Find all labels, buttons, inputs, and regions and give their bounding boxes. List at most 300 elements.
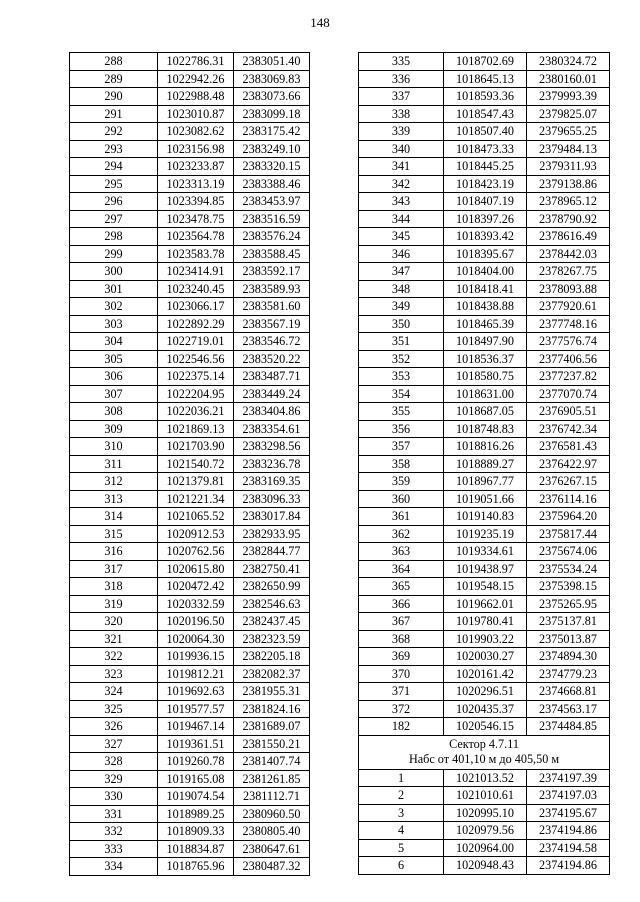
table-row <box>70 613 310 631</box>
y-coordinate: 2379993.39 <box>527 88 610 106</box>
y-coordinate: 2383320.15 <box>234 158 310 176</box>
x-coordinate: 1022546.56 <box>158 350 234 368</box>
table-row <box>359 245 610 263</box>
x-coordinate: 1019074.54 <box>158 788 234 806</box>
table-row <box>359 105 610 123</box>
y-coordinate: 2380160.01 <box>527 70 610 88</box>
point-number: 357 <box>359 438 444 456</box>
table-row <box>359 804 610 822</box>
point-number: 325 <box>70 700 158 718</box>
point-number: 343 <box>359 193 444 211</box>
x-coordinate: 1022892.29 <box>158 315 234 333</box>
point-number: 350 <box>359 315 444 333</box>
y-coordinate: 2383099.18 <box>234 105 310 123</box>
point-number: 315 <box>70 525 158 543</box>
table-row <box>70 333 310 351</box>
y-coordinate: 2383581.60 <box>234 298 310 316</box>
y-coordinate: 2374194.58 <box>527 839 610 857</box>
table-row <box>359 88 610 106</box>
table-row <box>70 630 310 648</box>
x-coordinate: 1020762.56 <box>158 543 234 561</box>
x-coordinate: 1019140.83 <box>444 508 527 526</box>
y-coordinate: 2382750.41 <box>234 560 310 578</box>
table-row <box>70 403 310 421</box>
x-coordinate: 1023240.45 <box>158 280 234 298</box>
table-row <box>70 840 310 858</box>
point-number: 297 <box>70 210 158 228</box>
x-coordinate: 1023010.87 <box>158 105 234 123</box>
table-row <box>70 438 310 456</box>
table-row <box>359 158 610 176</box>
coordinates-table-left <box>69 52 310 876</box>
table-row <box>359 787 610 805</box>
table-row <box>70 858 310 876</box>
point-number: 336 <box>359 70 444 88</box>
x-coordinate: 1020332.59 <box>158 595 234 613</box>
y-coordinate: 2383298.56 <box>234 438 310 456</box>
table-row <box>359 665 610 683</box>
point-number: 302 <box>70 298 158 316</box>
x-coordinate: 1022719.01 <box>158 333 234 351</box>
y-coordinate: 2376267.15 <box>527 473 610 491</box>
point-number: 317 <box>70 560 158 578</box>
point-number: 324 <box>70 683 158 701</box>
table-row <box>359 543 610 561</box>
point-number: 359 <box>359 473 444 491</box>
point-number: 335 <box>359 53 444 71</box>
table-row <box>70 683 310 701</box>
table-row <box>70 350 310 368</box>
table-row <box>359 508 610 526</box>
y-coordinate: 2378267.75 <box>527 263 610 281</box>
x-coordinate: 1023233.87 <box>158 158 234 176</box>
table-row <box>70 53 310 71</box>
y-coordinate: 2383169.35 <box>234 473 310 491</box>
y-coordinate: 2381261.85 <box>234 770 310 788</box>
table-row <box>70 735 310 753</box>
table-row <box>70 210 310 228</box>
point-number: 1 <box>359 769 444 787</box>
table-row <box>359 595 610 613</box>
table-row <box>70 823 310 841</box>
x-coordinate: 1018423.19 <box>444 175 527 193</box>
point-number: 319 <box>70 595 158 613</box>
y-coordinate: 2382437.45 <box>234 613 310 631</box>
table-row <box>70 105 310 123</box>
y-coordinate: 2376422.97 <box>527 455 610 473</box>
y-coordinate: 2378965.12 <box>527 193 610 211</box>
table-row <box>359 700 610 718</box>
x-coordinate: 1023066.17 <box>158 298 234 316</box>
table-row <box>70 753 310 771</box>
table-row <box>70 385 310 403</box>
y-coordinate: 2383404.86 <box>234 403 310 421</box>
table-row <box>359 263 610 281</box>
point-number: 346 <box>359 245 444 263</box>
point-number: 340 <box>359 140 444 158</box>
point-number: 326 <box>70 718 158 736</box>
y-coordinate: 2375817.44 <box>527 525 610 543</box>
x-coordinate: 1018748.83 <box>444 420 527 438</box>
y-coordinate: 2382650.99 <box>234 578 310 596</box>
x-coordinate: 1018765.96 <box>158 858 234 876</box>
y-coordinate: 2382323.59 <box>234 630 310 648</box>
point-number: 361 <box>359 508 444 526</box>
y-coordinate: 2383051.40 <box>234 53 310 71</box>
point-number: 306 <box>70 368 158 386</box>
x-coordinate: 1021221.34 <box>158 490 234 508</box>
table-row <box>70 228 310 246</box>
x-coordinate: 1018438.88 <box>444 298 527 316</box>
x-coordinate: 1019812.21 <box>158 665 234 683</box>
table-row <box>70 123 310 141</box>
x-coordinate: 1019548.15 <box>444 578 527 596</box>
table-row <box>359 438 610 456</box>
y-coordinate: 2380960.50 <box>234 805 310 823</box>
x-coordinate: 1018989.25 <box>158 805 234 823</box>
point-number: 308 <box>70 403 158 421</box>
table-row <box>70 88 310 106</box>
y-coordinate: 2378616.49 <box>527 228 610 246</box>
table-row <box>359 385 610 403</box>
point-number: 358 <box>359 455 444 473</box>
x-coordinate: 1018418.41 <box>444 280 527 298</box>
y-coordinate: 2375137.81 <box>527 613 610 631</box>
point-number: 328 <box>70 753 158 771</box>
y-coordinate: 2381112.71 <box>234 788 310 806</box>
y-coordinate: 2376581.43 <box>527 438 610 456</box>
x-coordinate: 1020546.15 <box>444 718 527 736</box>
y-coordinate: 2383588.45 <box>234 245 310 263</box>
point-number: 312 <box>70 473 158 491</box>
point-number: 294 <box>70 158 158 176</box>
point-number: 355 <box>359 403 444 421</box>
x-coordinate: 1020296.51 <box>444 683 527 701</box>
point-number: 329 <box>70 770 158 788</box>
point-number: 4 <box>359 822 444 840</box>
point-number: 351 <box>359 333 444 351</box>
y-coordinate: 2377576.74 <box>527 333 610 351</box>
point-number: 341 <box>359 158 444 176</box>
table-row <box>70 543 310 561</box>
table-row <box>70 70 310 88</box>
table-row <box>70 280 310 298</box>
table-row <box>70 473 310 491</box>
x-coordinate: 1018816.26 <box>444 438 527 456</box>
x-coordinate: 1019260.78 <box>158 753 234 771</box>
x-coordinate: 1019780.41 <box>444 613 527 631</box>
y-coordinate: 2383520.22 <box>234 350 310 368</box>
point-number: 314 <box>70 508 158 526</box>
table-row <box>70 158 310 176</box>
x-coordinate: 1022375.14 <box>158 368 234 386</box>
point-number: 371 <box>359 683 444 701</box>
x-coordinate: 1018702.69 <box>444 53 527 71</box>
point-number: 307 <box>70 385 158 403</box>
table-row <box>359 228 610 246</box>
x-coordinate: 1023394.85 <box>158 193 234 211</box>
x-coordinate: 1019235.19 <box>444 525 527 543</box>
table-row <box>70 595 310 613</box>
point-number: 363 <box>359 543 444 561</box>
y-coordinate: 2374197.03 <box>527 787 610 805</box>
x-coordinate: 1021869.13 <box>158 420 234 438</box>
table-row <box>359 455 610 473</box>
table-row <box>359 53 610 71</box>
table-row <box>70 770 310 788</box>
x-coordinate: 1021540.72 <box>158 455 234 473</box>
y-coordinate: 2374194.86 <box>527 822 610 840</box>
table-row <box>359 210 610 228</box>
point-number: 333 <box>70 840 158 858</box>
table-row <box>70 560 310 578</box>
x-coordinate: 1018445.25 <box>444 158 527 176</box>
table-row <box>70 315 310 333</box>
point-number: 368 <box>359 630 444 648</box>
y-coordinate: 2374563.17 <box>527 700 610 718</box>
table-row <box>359 420 610 438</box>
x-coordinate: 1018407.19 <box>444 193 527 211</box>
table-row <box>359 473 610 491</box>
point-number: 2 <box>359 787 444 805</box>
x-coordinate: 1018465.39 <box>444 315 527 333</box>
y-coordinate: 2376114.16 <box>527 490 610 508</box>
table-row <box>359 857 610 875</box>
table-row <box>70 508 310 526</box>
y-coordinate: 2374668.81 <box>527 683 610 701</box>
y-coordinate: 2380805.40 <box>234 823 310 841</box>
x-coordinate: 1018834.87 <box>158 840 234 858</box>
point-number: 299 <box>70 245 158 263</box>
y-coordinate: 2380487.32 <box>234 858 310 876</box>
x-coordinate: 1019334.61 <box>444 543 527 561</box>
table-row <box>359 525 610 543</box>
table-row <box>359 403 610 421</box>
table-row <box>70 175 310 193</box>
x-coordinate: 1019692.63 <box>158 683 234 701</box>
table-row <box>359 822 610 840</box>
x-coordinate: 1021703.90 <box>158 438 234 456</box>
y-coordinate: 2383592.17 <box>234 263 310 281</box>
table-row <box>359 333 610 351</box>
y-coordinate: 2383487.71 <box>234 368 310 386</box>
point-number: 313 <box>70 490 158 508</box>
y-coordinate: 2376905.51 <box>527 403 610 421</box>
y-coordinate: 2375398.15 <box>527 578 610 596</box>
x-coordinate: 1022786.31 <box>158 53 234 71</box>
y-coordinate: 2379138.86 <box>527 175 610 193</box>
y-coordinate: 2381824.16 <box>234 700 310 718</box>
x-coordinate: 1021065.52 <box>158 508 234 526</box>
point-number: 288 <box>70 53 158 71</box>
point-number: 360 <box>359 490 444 508</box>
x-coordinate: 1018497.90 <box>444 333 527 351</box>
table-row <box>359 368 610 386</box>
y-coordinate: 2377237.82 <box>527 368 610 386</box>
sector-header-row <box>359 735 610 769</box>
y-coordinate: 2382205.18 <box>234 648 310 666</box>
y-coordinate: 2380647.61 <box>234 840 310 858</box>
x-coordinate: 1020964.00 <box>444 839 527 857</box>
y-coordinate: 2383576.24 <box>234 228 310 246</box>
point-number: 309 <box>70 420 158 438</box>
coordinates-table-right <box>358 52 610 875</box>
table-row <box>359 769 610 787</box>
point-number: 338 <box>359 105 444 123</box>
table-row <box>70 578 310 596</box>
point-number: 331 <box>70 805 158 823</box>
table-row <box>70 455 310 473</box>
x-coordinate: 1019051.66 <box>444 490 527 508</box>
y-coordinate: 2383449.24 <box>234 385 310 403</box>
x-coordinate: 1022204.95 <box>158 385 234 403</box>
x-coordinate: 1019662.01 <box>444 595 527 613</box>
y-coordinate: 2383453.97 <box>234 193 310 211</box>
point-number: 354 <box>359 385 444 403</box>
x-coordinate: 1023478.75 <box>158 210 234 228</box>
x-coordinate: 1021379.81 <box>158 473 234 491</box>
y-coordinate: 2374779.23 <box>527 665 610 683</box>
point-number: 349 <box>359 298 444 316</box>
table-row <box>70 648 310 666</box>
y-coordinate: 2383017.84 <box>234 508 310 526</box>
x-coordinate: 1018645.13 <box>444 70 527 88</box>
x-coordinate: 1021013.52 <box>444 769 527 787</box>
y-coordinate: 2378790.92 <box>527 210 610 228</box>
y-coordinate: 2379825.07 <box>527 105 610 123</box>
y-coordinate: 2378093.88 <box>527 280 610 298</box>
point-number: 369 <box>359 648 444 666</box>
x-coordinate: 1021010.61 <box>444 787 527 805</box>
x-coordinate: 1020064.30 <box>158 630 234 648</box>
point-number: 182 <box>359 718 444 736</box>
y-coordinate: 2383175.42 <box>234 123 310 141</box>
point-number: 298 <box>70 228 158 246</box>
x-coordinate: 1019936.15 <box>158 648 234 666</box>
table-row <box>359 298 610 316</box>
y-coordinate: 2375964.20 <box>527 508 610 526</box>
point-number: 337 <box>359 88 444 106</box>
point-number: 289 <box>70 70 158 88</box>
table-row <box>70 298 310 316</box>
y-coordinate: 2374195.67 <box>527 804 610 822</box>
table-row <box>359 718 610 736</box>
table-row <box>359 280 610 298</box>
y-coordinate: 2378442.03 <box>527 245 610 263</box>
x-coordinate: 1018967.77 <box>444 473 527 491</box>
point-number: 323 <box>70 665 158 683</box>
x-coordinate: 1019467.14 <box>158 718 234 736</box>
table-row <box>359 315 610 333</box>
y-coordinate: 2383589.93 <box>234 280 310 298</box>
x-coordinate: 1023583.78 <box>158 245 234 263</box>
point-number: 291 <box>70 105 158 123</box>
y-coordinate: 2374894.30 <box>527 648 610 666</box>
point-number: 365 <box>359 578 444 596</box>
x-coordinate: 1022036.21 <box>158 403 234 421</box>
point-number: 311 <box>70 455 158 473</box>
y-coordinate: 2379655.25 <box>527 123 610 141</box>
x-coordinate: 1018547.43 <box>444 105 527 123</box>
x-coordinate: 1020435.37 <box>444 700 527 718</box>
table-row <box>70 140 310 158</box>
x-coordinate: 1018536.37 <box>444 350 527 368</box>
table-row <box>359 70 610 88</box>
y-coordinate: 2375265.95 <box>527 595 610 613</box>
table-row <box>70 245 310 263</box>
x-coordinate: 1019361.51 <box>158 735 234 753</box>
point-number: 332 <box>70 823 158 841</box>
point-number: 3 <box>359 804 444 822</box>
x-coordinate: 1018397.26 <box>444 210 527 228</box>
x-coordinate: 1023313.19 <box>158 175 234 193</box>
point-number: 372 <box>359 700 444 718</box>
point-number: 362 <box>359 525 444 543</box>
point-number: 292 <box>70 123 158 141</box>
sector-header <box>359 735 610 769</box>
table-row <box>70 525 310 543</box>
table-row <box>70 788 310 806</box>
y-coordinate: 2375013.87 <box>527 630 610 648</box>
point-number: 344 <box>359 210 444 228</box>
point-number: 347 <box>359 263 444 281</box>
table-row <box>359 630 610 648</box>
point-number: 300 <box>70 263 158 281</box>
table-row <box>359 123 610 141</box>
y-coordinate: 2381955.31 <box>234 683 310 701</box>
y-coordinate: 2383546.72 <box>234 333 310 351</box>
x-coordinate: 1023156.98 <box>158 140 234 158</box>
point-number: 293 <box>70 140 158 158</box>
x-coordinate: 1022988.48 <box>158 88 234 106</box>
x-coordinate: 1019903.22 <box>444 630 527 648</box>
table-row <box>359 350 610 368</box>
table-row <box>359 648 610 666</box>
x-coordinate: 1018395.67 <box>444 245 527 263</box>
table-row <box>359 193 610 211</box>
y-coordinate: 2383249.10 <box>234 140 310 158</box>
y-coordinate: 2383073.66 <box>234 88 310 106</box>
point-number: 339 <box>359 123 444 141</box>
y-coordinate: 2377748.16 <box>527 315 610 333</box>
y-coordinate: 2382933.95 <box>234 525 310 543</box>
point-number: 290 <box>70 88 158 106</box>
point-number: 318 <box>70 578 158 596</box>
x-coordinate: 1018889.27 <box>444 455 527 473</box>
y-coordinate: 2383567.19 <box>234 315 310 333</box>
y-coordinate: 2382082.37 <box>234 665 310 683</box>
y-coordinate: 2382546.63 <box>234 595 310 613</box>
x-coordinate: 1020948.43 <box>444 857 527 875</box>
y-coordinate: 2377070.74 <box>527 385 610 403</box>
y-coordinate: 2377920.61 <box>527 298 610 316</box>
point-number: 352 <box>359 350 444 368</box>
x-coordinate: 1018909.33 <box>158 823 234 841</box>
y-coordinate: 2376742.34 <box>527 420 610 438</box>
x-coordinate: 1018580.75 <box>444 368 527 386</box>
y-coordinate: 2383388.46 <box>234 175 310 193</box>
point-number: 303 <box>70 315 158 333</box>
y-coordinate: 2383236.78 <box>234 455 310 473</box>
x-coordinate: 1020030.27 <box>444 648 527 666</box>
point-number: 296 <box>70 193 158 211</box>
table-row <box>359 175 610 193</box>
point-number: 334 <box>70 858 158 876</box>
table-row <box>70 420 310 438</box>
point-number: 356 <box>359 420 444 438</box>
y-coordinate: 2383516.59 <box>234 210 310 228</box>
table-row <box>70 718 310 736</box>
